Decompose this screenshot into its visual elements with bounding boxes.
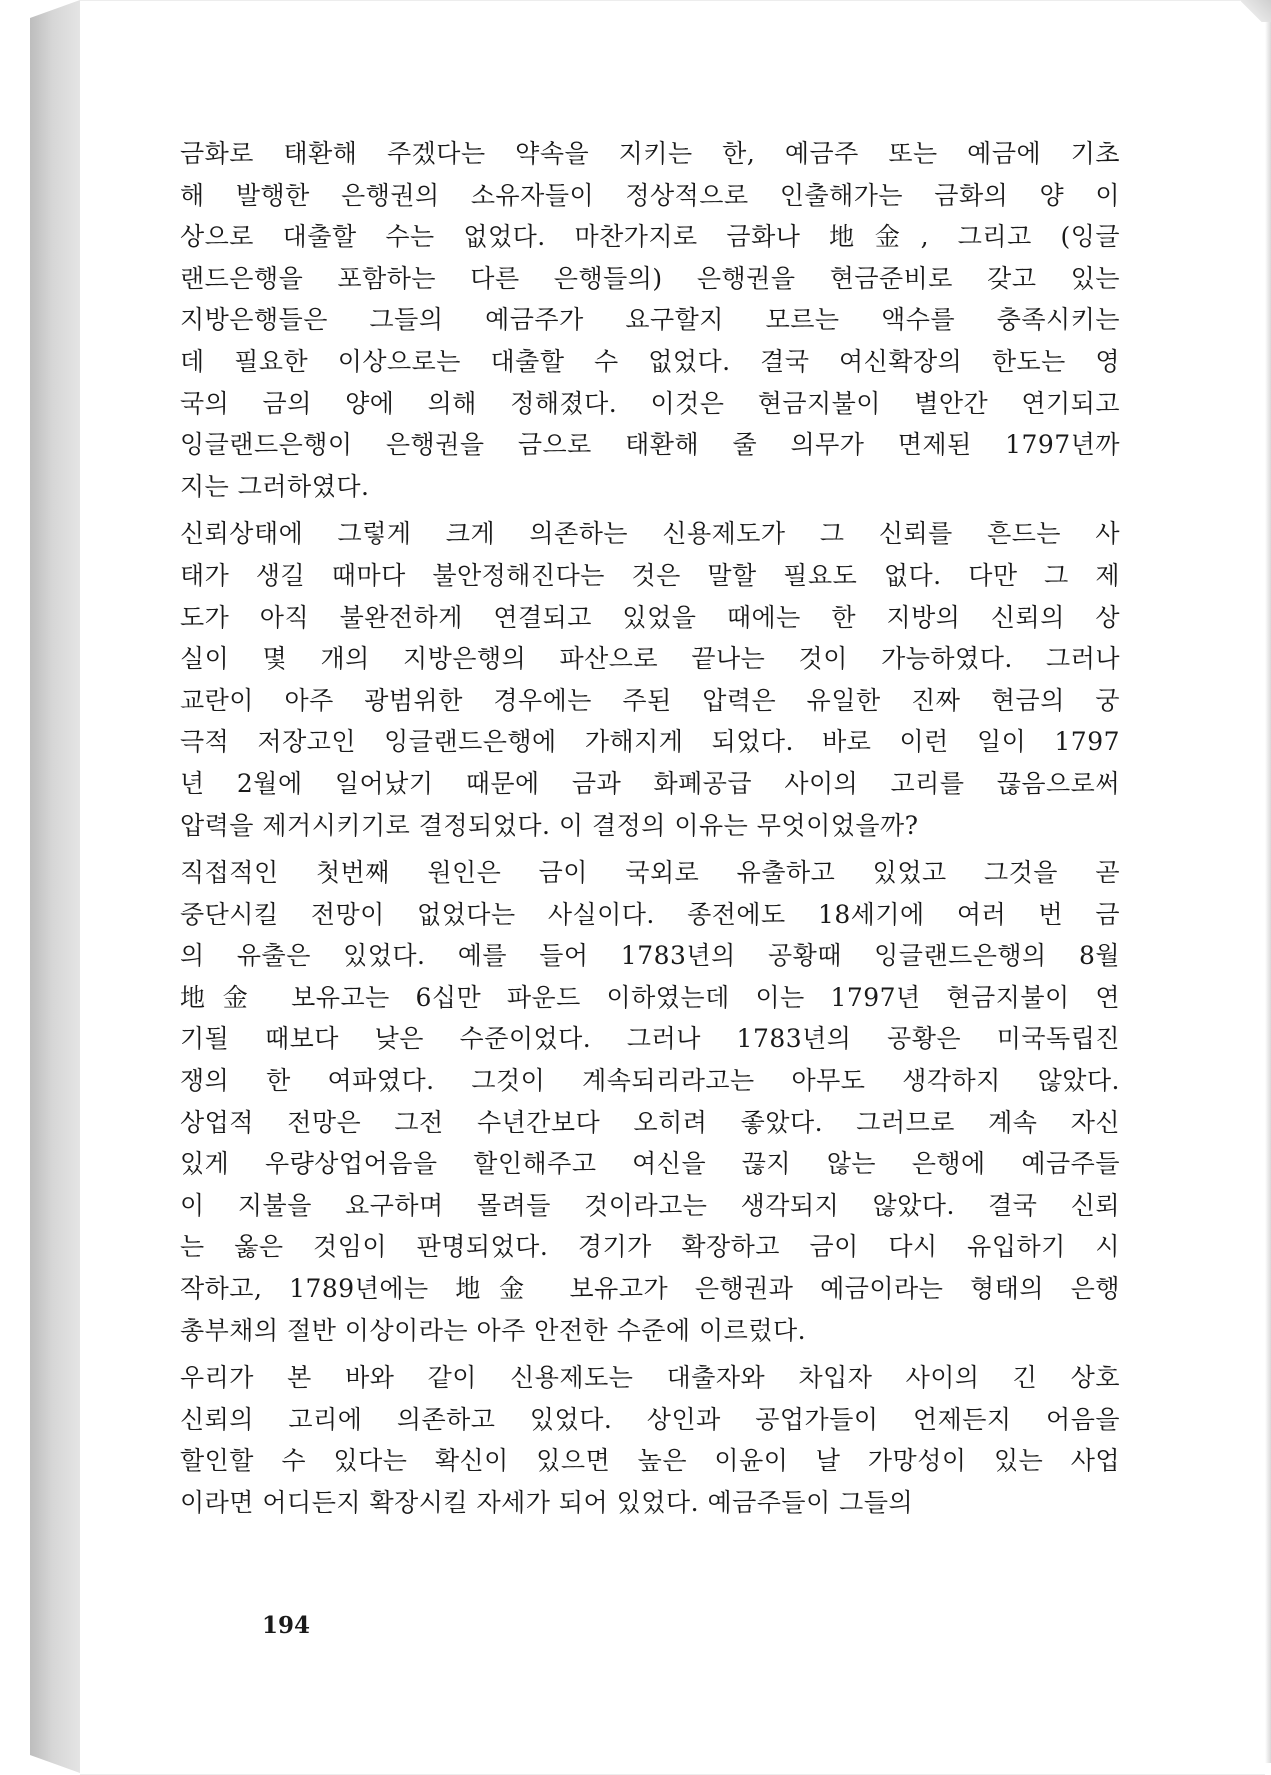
text-line: 데 필요한 이상으로는 대출할 수 없었다. 결국 여신확장의 한도는 영 — [180, 346, 1120, 376]
page-corner — [1241, 0, 1271, 22]
text-line: 地金 보유고는 6십만 파운드 이하였는데 이는 1797년 현금지불이 연 — [180, 982, 1120, 1012]
paragraph — [180, 133, 1120, 507]
text-line: 극적 저장고인 잉글랜드은행에 가해지게 되었다. 바로 이런 일이 1797 — [180, 727, 1120, 757]
text-line: 우리가 본 바와 같이 신용제도는 대출자와 차입자 사이의 긴 상호 — [180, 1363, 1120, 1393]
text-line: 쟁의 한 여파였다. 그것이 계속되리라고는 아무도 생각하지 않았다. — [180, 1066, 1120, 1096]
text-line: 의 유출은 있었다. 예를 들어 1783년의 공황때 잉글랜드은행의 8월 — [180, 941, 1120, 971]
body-text — [180, 133, 1120, 1524]
text-line: 신뢰상태에 그렇게 크게 의존하는 신용제도가 그 신뢰를 흔드는 사 — [180, 519, 1120, 549]
text-line: 년 2월에 일어났기 때문에 금과 화폐공급 사이의 고리를 끊음으로써 — [180, 768, 1120, 798]
text-line: 총부채의 절반 이상이라는 아주 안전한 수준에 이르렀다. — [180, 1315, 807, 1345]
text-line: 태가 생길 때마다 불안정해진다는 것은 말할 필요도 없다. 다만 그 제 — [180, 560, 1120, 590]
paragraph — [180, 852, 1120, 1351]
text-line: 이 지불을 요구하며 몰려들 것이라고는 생각되지 않았다. 결국 신뢰 — [180, 1190, 1120, 1220]
book-spine — [30, 0, 80, 1773]
text-line: 국의 금의 양에 의해 정해졌다. 이것은 현금지불이 별안간 연기되고 — [180, 388, 1120, 418]
text-line: 할인할 수 있다는 확신이 있으면 높은 이윤이 날 가망성이 있는 사업 — [180, 1446, 1120, 1476]
text-line: 금화로 태환해 주겠다는 약속을 지키는 한, 예금주 또는 예금에 기초 — [180, 139, 1120, 168]
text-line: 상업적 전망은 그전 수년간보다 오히려 좋았다. 그러므로 계속 자신 — [180, 1107, 1120, 1137]
text-line: 이라면 어디든지 확장시킬 자세가 되어 있었다. 예금주들이 그들의 — [180, 1488, 914, 1517]
text-line: 교란이 아주 광범위한 경우에는 주된 압력은 유일한 진짜 현금의 궁 — [180, 685, 1120, 715]
text-line: 실이 몇 개의 지방은행의 파산으로 끝나는 것이 가능하였다. 그러나 — [180, 644, 1120, 674]
text-line: 지는 그러하였다. — [180, 471, 370, 501]
text-line: 해 발행한 은행권의 소유자들이 정상적으로 인출해가는 금화의 양 이 — [180, 180, 1120, 210]
text-line: 신뢰의 고리에 의존하고 있었다. 상인과 공업가들이 언제든지 어음을 — [180, 1404, 1120, 1434]
text-line: 는 옳은 것임이 판명되었다. 경기가 확장하고 금이 다시 유입하기 시 — [180, 1232, 1120, 1262]
text-line: 도가 아직 불완전하게 연결되고 있었을 때에는 한 지방의 신뢰의 상 — [180, 602, 1120, 632]
text-line: 중단시킬 전망이 없었다는 사실이다. 종전에도 18세기에 여러 번 금 — [180, 899, 1120, 929]
text-line: 기될 때보다 낮은 수준이었다. 그러나 1783년의 공황은 미국독립진 — [180, 1024, 1120, 1054]
text-line: 잉글랜드은행이 은행권을 금으로 태환해 줄 의무가 면제된 1797년까 — [180, 430, 1120, 460]
page-number: 194 — [262, 1612, 311, 1639]
text-line: 직접적인 첫번째 원인은 금이 국외로 유출하고 있었고 그것을 곧 — [180, 858, 1120, 888]
page-edge — [1265, 10, 1271, 1763]
text-line: 있게 우량상업어음을 할인해주고 여신을 끊지 않는 은행에 예금주들 — [180, 1149, 1120, 1179]
text-line: 상으로 대출할 수는 없었다. 마찬가지로 금화나 地金, 그리고 (잉글 — [180, 222, 1120, 252]
text-line: 랜드은행을 포함하는 다른 은행들의) 은행권을 현금준비로 갖고 있는 — [180, 263, 1120, 293]
text-line: 지방은행들은 그들의 예금주가 요구할지 모르는 액수를 충족시키는 — [180, 305, 1120, 335]
text-line: 압력을 제거시키기로 결정되었다. 이 결정의 이유는 무엇이었을까? — [180, 810, 919, 840]
text-line: 작하고, 1789년에는 地金 보유고가 은행권과 예금이라는 형태의 은행 — [180, 1274, 1120, 1304]
paragraph — [180, 513, 1120, 846]
paragraph — [180, 1357, 1120, 1523]
